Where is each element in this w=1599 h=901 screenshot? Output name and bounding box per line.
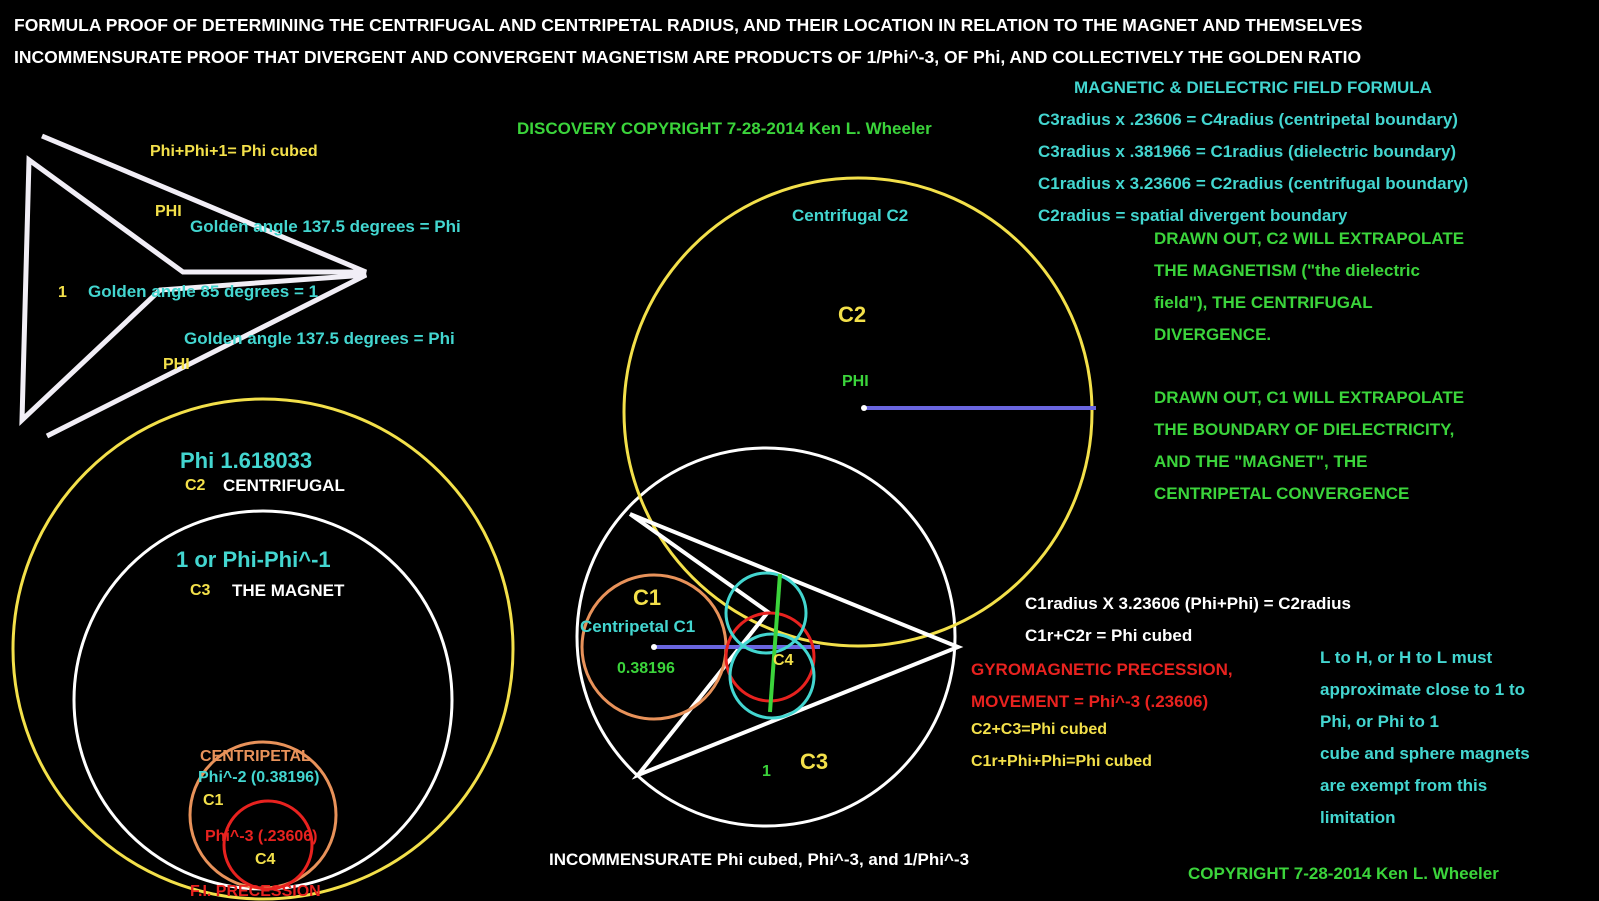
phi-sum-label: Phi+Phi+1= Phi cubed xyxy=(150,143,318,160)
white-note-2: C1r+C2r = Phi cubed xyxy=(1025,626,1193,645)
centrifugal-label: CENTRIFUGAL xyxy=(223,476,345,495)
the-magnet-label: THE MAGNET xyxy=(232,581,345,600)
discovery-copyright: DISCOVERY COPYRIGHT 7-28-2014 Ken L. Wheeler xyxy=(517,119,932,138)
right-c2-label: C2 xyxy=(838,302,867,327)
left-c2-label: C2 xyxy=(185,477,206,494)
right-c1-label: C1 xyxy=(633,585,662,610)
phi-m3-label: Phi^-3 (.23606) xyxy=(205,828,318,845)
note-c2-line-4: DIVERGENCE. xyxy=(1154,325,1272,344)
formula-line-1: C3radius x .23606 = C4radius (centripetal boundary) xyxy=(1038,110,1458,129)
header-line-1: FORMULA PROOF OF DETERMINING THE CENTRIFUGAL AND CENTRIPETAL RADIUS, AND THEIR LOCATION IN RELATION TO THE MAGNET AND THEMSELVES xyxy=(14,15,1363,35)
header-line-2: INCOMMENSURATE PROOF THAT DIVERGENT AND CONVERGENT MAGNETISM ARE PRODUCTS OF 1/Phi^-3, OF Phi, AND COLLECTIVELY THE GOLDEN RATIO xyxy=(14,47,1362,67)
note-c1-line-1: DRAWN OUT, C1 WILL EXTRAPOLATE xyxy=(1154,388,1465,407)
precession-axis-line xyxy=(770,574,780,712)
formula-line-2: C3radius x .381966 = C1radius (dielectric boundary) xyxy=(1038,142,1457,161)
golden-angle-mid-label: Golden angle 85 degrees = 1 xyxy=(88,282,319,301)
cyan-note-3: Phi, or Phi to 1 xyxy=(1320,712,1440,731)
note-c1-line-3: AND THE "MAGNET", THE xyxy=(1154,452,1368,471)
formula-line-3: C1radius x 3.23606 = C2radius (centrifugal boundary) xyxy=(1038,174,1469,193)
phi-value-label: Phi 1.618033 xyxy=(180,448,313,473)
phi-m2-label: Phi^-2 (0.38196) xyxy=(198,769,320,786)
note-c1-line-2: THE BOUNDARY OF DIELECTRICITY, xyxy=(1154,420,1455,439)
left-c4-label: C4 xyxy=(255,851,276,868)
red-note-2: MOVEMENT = Phi^-3 (.23606) xyxy=(971,692,1209,711)
golden-angle-upper-label: Golden angle 137.5 degrees = Phi xyxy=(190,217,461,236)
cyan-note-6: limitation xyxy=(1320,808,1396,827)
left-c1-label: C1 xyxy=(203,792,224,809)
c1-center-dot xyxy=(651,644,657,650)
right-c3-label: C3 xyxy=(800,749,829,774)
left-c2-circle xyxy=(13,399,513,899)
right-one-label: 1 xyxy=(762,763,771,780)
formula-line-4: C2radius = spatial divergent boundary xyxy=(1038,206,1348,225)
left-c3-label: C3 xyxy=(190,582,211,599)
phi-upper-label: PHI xyxy=(155,203,182,220)
right-triangle-outline xyxy=(630,514,958,775)
cyan-note-4: cube and sphere magnets xyxy=(1320,744,1530,763)
bottom-copyright: COPYRIGHT 7-28-2014 Ken L. Wheeler xyxy=(1188,864,1499,883)
yellow-note-1: C2+C3=Phi cubed xyxy=(971,721,1108,738)
cyan-note-2: approximate close to 1 to xyxy=(1320,680,1525,699)
cyan-note-5: are exempt from this xyxy=(1320,776,1488,795)
centrifugal-c2-label: Centrifugal C2 xyxy=(792,206,909,225)
right-phi-label: PHI xyxy=(842,373,869,390)
cyan-note-1: L to H, or H to L must xyxy=(1320,648,1493,667)
c2-center-dot xyxy=(861,405,867,411)
yellow-note-2: C1r+Phi+Phi=Phi cubed xyxy=(971,753,1152,770)
red-note-1: GYROMAGNETIC PRECESSION, xyxy=(971,660,1233,679)
formula-title: MAGNETIC & DIELECTRIC FIELD FORMULA xyxy=(1074,78,1432,97)
right-c4-label: C4 xyxy=(773,652,794,669)
golden-angle-lower-label: Golden angle 137.5 degrees = Phi xyxy=(184,329,455,348)
centripetal-label: CENTRIPETAL xyxy=(200,748,311,765)
note-c1-line-4: CENTRIPETAL CONVERGENCE xyxy=(1154,484,1410,503)
white-note-1: C1radius X 3.23606 (Phi+Phi) = C2radius xyxy=(1025,594,1351,613)
centripetal-c1-label: Centripetal C1 xyxy=(580,617,696,636)
one-or-phi-label: 1 or Phi-Phi^-1 xyxy=(176,547,331,572)
c1-value-label: 0.38196 xyxy=(617,660,675,677)
phi-lower-label: PHI xyxy=(163,356,190,373)
right-c2-circle xyxy=(624,178,1092,646)
note-c2-line-3: field"), THE CENTRIFUGAL xyxy=(1154,293,1373,312)
fi-precession-label: F.I. PRECESSION xyxy=(190,883,321,900)
incommensurate-label: INCOMMENSURATE Phi cubed, Phi^-3, and 1/Phi^-3 xyxy=(549,850,970,869)
one-label: 1 xyxy=(58,284,67,301)
note-c2-line-2: THE MAGNETISM ("the dielectric xyxy=(1154,261,1420,280)
left-c4-circle xyxy=(224,801,312,889)
note-c2-line-1: DRAWN OUT, C2 WILL EXTRAPOLATE xyxy=(1154,229,1465,248)
